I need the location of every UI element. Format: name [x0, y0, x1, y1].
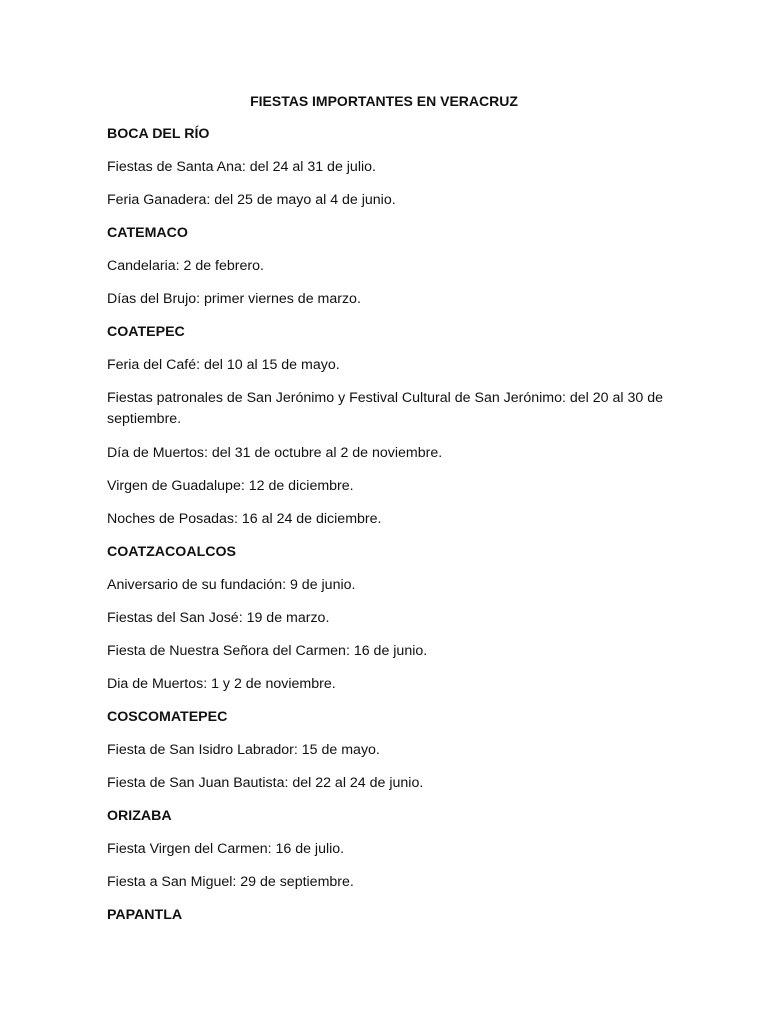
list-item: Fiesta de Nuestra Señora del Carmen: 16 de junio. [107, 643, 428, 659]
section-heading-catemaco: CATEMACO [107, 225, 188, 241]
list-item: Fiesta de San Juan Bautista: del 22 al 24 de junio. [107, 775, 424, 791]
list-item: Fiesta de San Isidro Labrador: 15 de mayo. [107, 742, 380, 758]
document-content [107, 124, 667, 938]
list-item: Fiestas del San José: 19 de marzo. [107, 610, 330, 626]
list-item: Aniversario de su fundación: 9 de junio. [107, 577, 356, 593]
section-heading-coatzacoalcos: COATZACOALCOS [107, 544, 236, 560]
document-title: FIESTAS IMPORTANTES EN VERACRUZ [250, 93, 518, 109]
section-heading-coscomatepec: COSCOMATEPEC [107, 709, 228, 725]
section-heading-boca-del-rio: BOCA DEL RÍO [107, 126, 210, 142]
list-item: Fiestas patronales de San Jerónimo y Festival Cultural de San Jerónimo: del 20 al 30 de septiembre. [107, 390, 663, 427]
list-item: Días del Brujo: primer viernes de marzo. [107, 291, 361, 307]
list-item: Virgen de Guadalupe: 12 de diciembre. [107, 478, 354, 494]
list-item: Fiesta a San Miguel: 29 de septiembre. [107, 874, 354, 890]
list-item: Noches de Posadas: 16 al 24 de diciembre. [107, 511, 382, 527]
list-item: Fiestas de Santa Ana: del 24 al 31 de julio. [107, 159, 376, 175]
list-item: Día de Muertos: del 31 de octubre al 2 de noviembre. [107, 445, 443, 461]
list-item: Fiesta Virgen del Carmen: 16 de julio. [107, 841, 345, 857]
list-item: Feria Ganadera: del 25 de mayo al 4 de junio. [107, 192, 396, 208]
list-item: Candelaria: 2 de febrero. [107, 258, 264, 274]
section-heading-orizaba: ORIZABA [107, 808, 172, 824]
list-item: Dia de Muertos: 1 y 2 de noviembre. [107, 676, 336, 692]
list-item: Feria del Café: del 10 al 15 de mayo. [107, 357, 340, 373]
section-heading-papantla: PAPANTLA [107, 907, 183, 923]
section-heading-coatepec: COATEPEC [107, 324, 185, 340]
